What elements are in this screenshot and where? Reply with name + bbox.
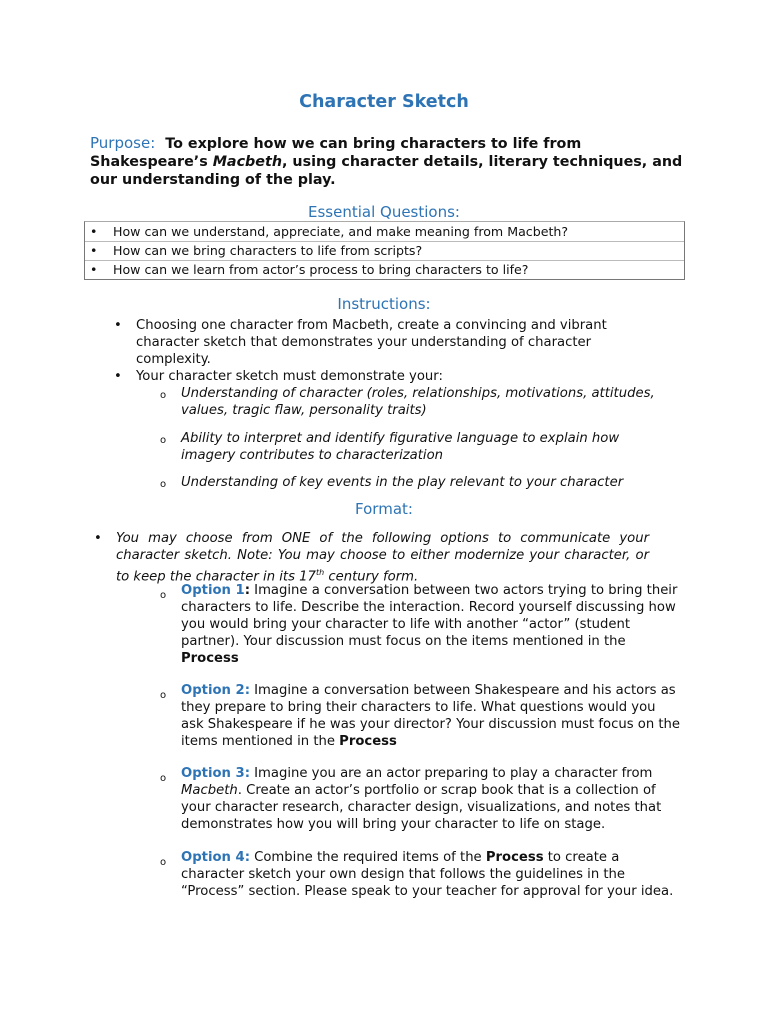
bullet: • — [90, 243, 98, 258]
table-row — [85, 222, 684, 241]
option-3-text-1: Imagine you are an actor preparing to play a character from — [249, 766, 653, 781]
option-1 — [181, 582, 681, 667]
option-2 — [181, 682, 681, 750]
bullet: • — [90, 224, 98, 239]
format-heading: Format: — [355, 500, 413, 518]
sub-bullet: o — [160, 390, 167, 401]
sub-list-item: Understanding of character (roles, relationships, motivations, attitudes, values, tragic flaw, personality traits) — [181, 386, 655, 418]
bullet: • — [94, 531, 102, 546]
purpose-label: Purpose: — [90, 134, 156, 152]
sub-bullet: o — [160, 590, 167, 601]
option-3-text-2: . Create an actor’s portfolio or scrap book that is a collection of your character research, character design, visualizations, and notes that demonstrates how you will bring your character to life on stage. — [181, 783, 662, 832]
option-2-label: Option 2: — [181, 683, 250, 698]
purpose-paragraph — [90, 134, 690, 189]
option-2-text: Imagine a conversation between Shakespeare and his actors as they prepare to bring their characters to life. What questions would you ask Shakespeare if he was your director? Your discussion must focus on the items mentioned in the — [181, 683, 681, 749]
table-row — [85, 241, 684, 260]
option-2-process: Process — [339, 734, 397, 749]
option-4-text-2: to create a character sketch your own design that follows the guidelines in the “Process” section. Please speak to your teacher for approval for your idea. — [181, 850, 674, 899]
instructions-heading: Instructions: — [337, 295, 431, 313]
option-1-text: Imagine a conversation between two actors trying to bring their characters to life. Describe the interaction. Record yourself discussing how you would bring your character to life with another “actor” (student partner). Your discussion must focus on the items mentioned in the — [181, 583, 678, 649]
essential-questions-heading: Essential Questions: — [308, 203, 460, 221]
question-text: How can we understand, appreciate, and make meaning from Macbeth? — [113, 224, 569, 239]
page-title: Character Sketch — [299, 92, 469, 112]
list-item: Choosing one character from Macbeth, create a convincing and vibrant character sketch that demonstrates your understanding of character complexity. — [136, 318, 607, 367]
option-1-label: Option 1 — [181, 583, 245, 598]
purpose-play-title: Macbeth — [212, 154, 282, 170]
format-intro-text-2: century form. — [324, 569, 419, 585]
sub-list-item: Understanding of key events in the play relevant to your character — [181, 475, 624, 490]
option-3-play-title: Macbeth — [181, 783, 238, 798]
option-4-text-1: Combine the required items of the — [249, 850, 486, 865]
sub-bullet: o — [160, 435, 167, 446]
table-row — [85, 260, 684, 279]
bullet: • — [90, 262, 98, 277]
format-intro-text-1: You may choose from ONE of the following options to communicate your character sketch. Note: You may choose to either modernize your character, or to keep the character in its 17 — [116, 531, 649, 585]
sub-bullet: o — [160, 690, 167, 701]
format-intro — [116, 530, 649, 585]
option-4 — [181, 849, 681, 900]
bullet: • — [114, 369, 122, 384]
option-1-process: Process — [181, 651, 239, 666]
option-1-colon: : — [244, 583, 250, 598]
essential-questions-table — [84, 221, 685, 280]
question-text: How can we bring characters to life from scripts? — [113, 243, 423, 258]
sub-bullet: o — [160, 773, 167, 784]
sub-bullet: o — [160, 479, 167, 490]
question-text: How can we learn from actor’s process to bring characters to life? — [113, 262, 529, 277]
option-4-label: Option 4: — [181, 850, 250, 865]
list-item: Your character sketch must demonstrate your: — [136, 369, 443, 384]
option-4-process: Process — [485, 850, 544, 865]
format-intro-superscript: th — [315, 568, 325, 577]
option-3-label: Option 3: — [181, 766, 250, 781]
sub-list-item: Ability to interpret and identify figurative language to explain how imagery contributes to characterization — [181, 431, 620, 463]
purpose-text-1: To explore how we can bring characters to life from Shakespeare’s — [90, 136, 582, 170]
option-3 — [181, 765, 681, 833]
bullet: • — [114, 318, 122, 333]
sub-bullet: o — [160, 857, 167, 868]
purpose-text-2: , using character details, literary techniques, and our understanding of the play. — [90, 154, 683, 188]
